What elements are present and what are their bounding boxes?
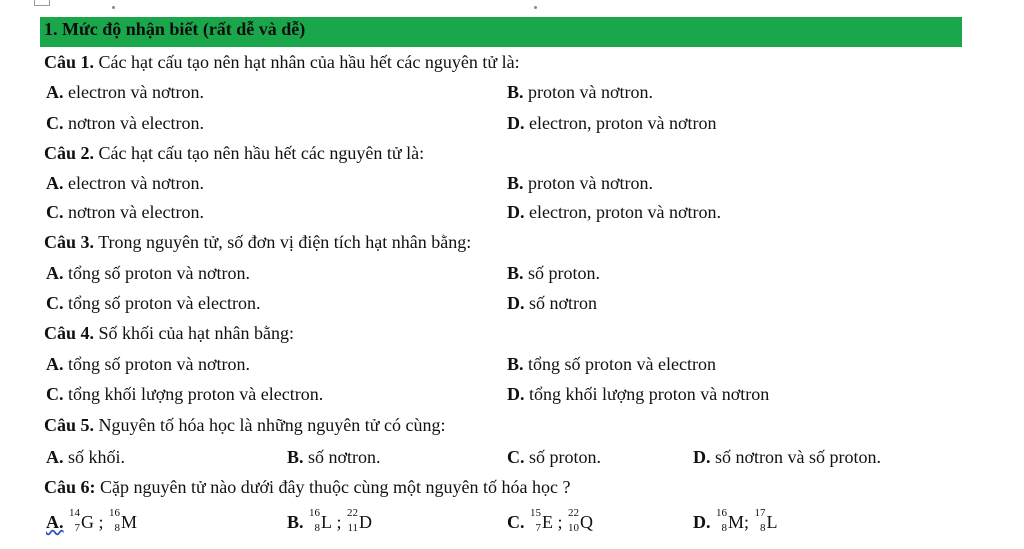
q3-option-a bbox=[46, 263, 250, 284]
option-text: electron, proton và nơtron. bbox=[524, 202, 721, 222]
option-letter: C. bbox=[46, 293, 64, 313]
section-heading: 1. Mức độ nhận biết (rất dễ và dễ) bbox=[44, 19, 306, 39]
option-letter: B. bbox=[287, 447, 304, 467]
question-label: Câu 3. bbox=[44, 232, 95, 252]
mass-number: 14 bbox=[69, 507, 80, 519]
q1-option-a bbox=[46, 82, 204, 103]
option-letter: C. bbox=[46, 384, 64, 404]
option-text: tổng số proton và nơtron. bbox=[63, 263, 251, 283]
page-corner-marker bbox=[34, 0, 50, 6]
option-text: số nơtron và số proton. bbox=[710, 447, 882, 467]
q2-option-c bbox=[46, 202, 204, 223]
element-symbol: E bbox=[542, 512, 553, 532]
question-1 bbox=[44, 52, 520, 73]
option-letter: A. bbox=[46, 512, 64, 532]
option-letter: A. bbox=[46, 447, 64, 467]
q3-option-b bbox=[507, 263, 600, 284]
q2-option-b bbox=[507, 173, 653, 194]
dot-marker bbox=[112, 6, 115, 9]
nuclide-symbol bbox=[69, 507, 94, 534]
option-letter: C. bbox=[46, 202, 64, 222]
option-text: tổng số proton và electron bbox=[523, 354, 716, 374]
q4-option-a bbox=[46, 354, 250, 375]
nuclide-symbol bbox=[754, 507, 778, 534]
element-symbol: L bbox=[321, 512, 333, 532]
atomic-number: 8 bbox=[314, 522, 321, 534]
atomic-number: 8 bbox=[114, 522, 121, 534]
question-text: Các hạt cấu tạo nên hạt nhân của hầu hết các nguyên tử là: bbox=[94, 52, 520, 72]
option-letter: A. bbox=[46, 263, 64, 283]
separator: ; bbox=[557, 512, 563, 532]
question-2 bbox=[44, 143, 424, 164]
q6-option-c bbox=[507, 507, 594, 534]
option-letter: D. bbox=[693, 512, 711, 532]
q2-option-a bbox=[46, 173, 204, 194]
nuclide-symbol bbox=[568, 507, 594, 534]
separator: ; bbox=[336, 512, 342, 532]
question-label: Câu 4. bbox=[44, 323, 95, 343]
q3-option-c bbox=[46, 293, 260, 314]
mass-number: 22 bbox=[347, 507, 359, 519]
option-text: electron và nơtron. bbox=[63, 82, 204, 102]
question-text: Các hạt cấu tạo nên hầu hết các nguyên tử là: bbox=[94, 143, 425, 163]
mass-number: 16 bbox=[309, 507, 321, 519]
nuclide-symbol bbox=[530, 507, 553, 534]
question-4 bbox=[44, 323, 294, 344]
mass-number: 17 bbox=[754, 507, 766, 519]
option-letter: B. bbox=[287, 512, 304, 532]
element-symbol: M bbox=[728, 512, 745, 532]
q4-option-c bbox=[46, 384, 323, 405]
element-symbol: M bbox=[121, 512, 138, 532]
option-text: tổng số proton và nơtron. bbox=[63, 354, 251, 374]
option-text: electron và nơtron. bbox=[63, 173, 204, 193]
atomic-number: 11 bbox=[347, 522, 359, 534]
q5-option-c bbox=[507, 447, 601, 468]
option-letter: B. bbox=[507, 263, 524, 283]
option-text: proton và nơtron. bbox=[523, 173, 654, 193]
option-text: số khối. bbox=[63, 447, 126, 467]
option-text: nơtron và electron. bbox=[63, 113, 204, 133]
q1-option-c bbox=[46, 113, 204, 134]
q5-option-b bbox=[287, 447, 381, 468]
dot-marker bbox=[534, 6, 537, 9]
option-text: số proton. bbox=[523, 263, 601, 283]
q4-option-b bbox=[507, 354, 716, 375]
nuclide-symbol bbox=[309, 507, 333, 534]
mass-number: 22 bbox=[568, 507, 580, 519]
q5-option-d bbox=[693, 447, 881, 468]
element-symbol: D bbox=[359, 512, 373, 532]
question-3 bbox=[44, 232, 471, 253]
atomic-number: 10 bbox=[568, 522, 580, 534]
q6-option-a bbox=[46, 507, 138, 534]
option-letter: C. bbox=[507, 447, 525, 467]
question-label: Câu 1. bbox=[44, 52, 95, 72]
question-text: Nguyên tố hóa học là những nguyên tử có cùng: bbox=[94, 415, 446, 435]
option-letter: B. bbox=[507, 173, 524, 193]
option-letter: D. bbox=[507, 113, 525, 133]
option-letter: A. bbox=[46, 354, 64, 374]
option-letter: D. bbox=[507, 202, 525, 222]
option-letter: A. bbox=[46, 173, 64, 193]
q6-option-d bbox=[693, 507, 778, 534]
question-6 bbox=[44, 477, 570, 498]
option-letter: B. bbox=[507, 354, 524, 374]
mass-number: 16 bbox=[109, 507, 121, 519]
question-text: Số khối của hạt nhân bằng: bbox=[94, 323, 294, 343]
element-symbol: L bbox=[766, 512, 778, 532]
atomic-number: 8 bbox=[760, 522, 766, 534]
option-letter: A. bbox=[46, 82, 64, 102]
mass-number: 16 bbox=[716, 507, 727, 519]
question-text: Trong nguyên tử, số đơn vị điện tích hạt nhân bằng: bbox=[94, 232, 472, 252]
q1-option-b bbox=[507, 82, 653, 103]
page-right-margin bbox=[962, 17, 1024, 549]
nuclide-symbol bbox=[347, 507, 373, 534]
option-letter: D. bbox=[693, 447, 711, 467]
option-text: tổng khối lượng proton và electron. bbox=[63, 384, 324, 404]
element-symbol: G bbox=[81, 512, 94, 532]
option-letter: D. bbox=[507, 293, 525, 313]
q5-option-a bbox=[46, 447, 125, 468]
question-label: Câu 2. bbox=[44, 143, 95, 163]
option-text: electron, proton và nơtron bbox=[524, 113, 717, 133]
option-letter: C. bbox=[507, 512, 525, 532]
option-letter: C. bbox=[46, 113, 64, 133]
question-label: Câu 6: bbox=[44, 477, 96, 497]
option-text: số proton. bbox=[524, 447, 601, 467]
q4-option-d bbox=[507, 384, 769, 405]
mass-number: 15 bbox=[530, 507, 541, 519]
q1-option-d bbox=[507, 113, 716, 134]
q2-option-d bbox=[507, 202, 721, 223]
option-text: số nơtron bbox=[524, 293, 598, 313]
option-letter: D. bbox=[507, 384, 525, 404]
atomic-number: 7 bbox=[535, 522, 541, 534]
option-text: proton và nơtron. bbox=[523, 82, 654, 102]
nuclide-symbol bbox=[109, 507, 138, 534]
separator: ; bbox=[744, 512, 750, 532]
option-letter: B. bbox=[507, 82, 524, 102]
separator: ; bbox=[98, 512, 104, 532]
question-text: Cặp nguyên tử nào dưới đây thuộc cùng một nguyên tố hóa học ? bbox=[95, 477, 571, 497]
atomic-number: 8 bbox=[721, 522, 727, 534]
question-5 bbox=[44, 415, 445, 436]
element-symbol: Q bbox=[580, 512, 594, 532]
q3-option-d bbox=[507, 293, 597, 314]
nuclide-symbol bbox=[716, 507, 745, 534]
option-text: tổng khối lượng proton và nơtron bbox=[524, 384, 770, 404]
option-text: số nơtron. bbox=[303, 447, 381, 467]
option-text: tổng số proton và electron. bbox=[63, 293, 261, 313]
option-text: nơtron và electron. bbox=[63, 202, 204, 222]
atomic-number: 7 bbox=[74, 522, 80, 534]
page-top-strip bbox=[0, 0, 1024, 10]
question-label: Câu 5. bbox=[44, 415, 95, 435]
q6-option-b bbox=[287, 507, 373, 534]
